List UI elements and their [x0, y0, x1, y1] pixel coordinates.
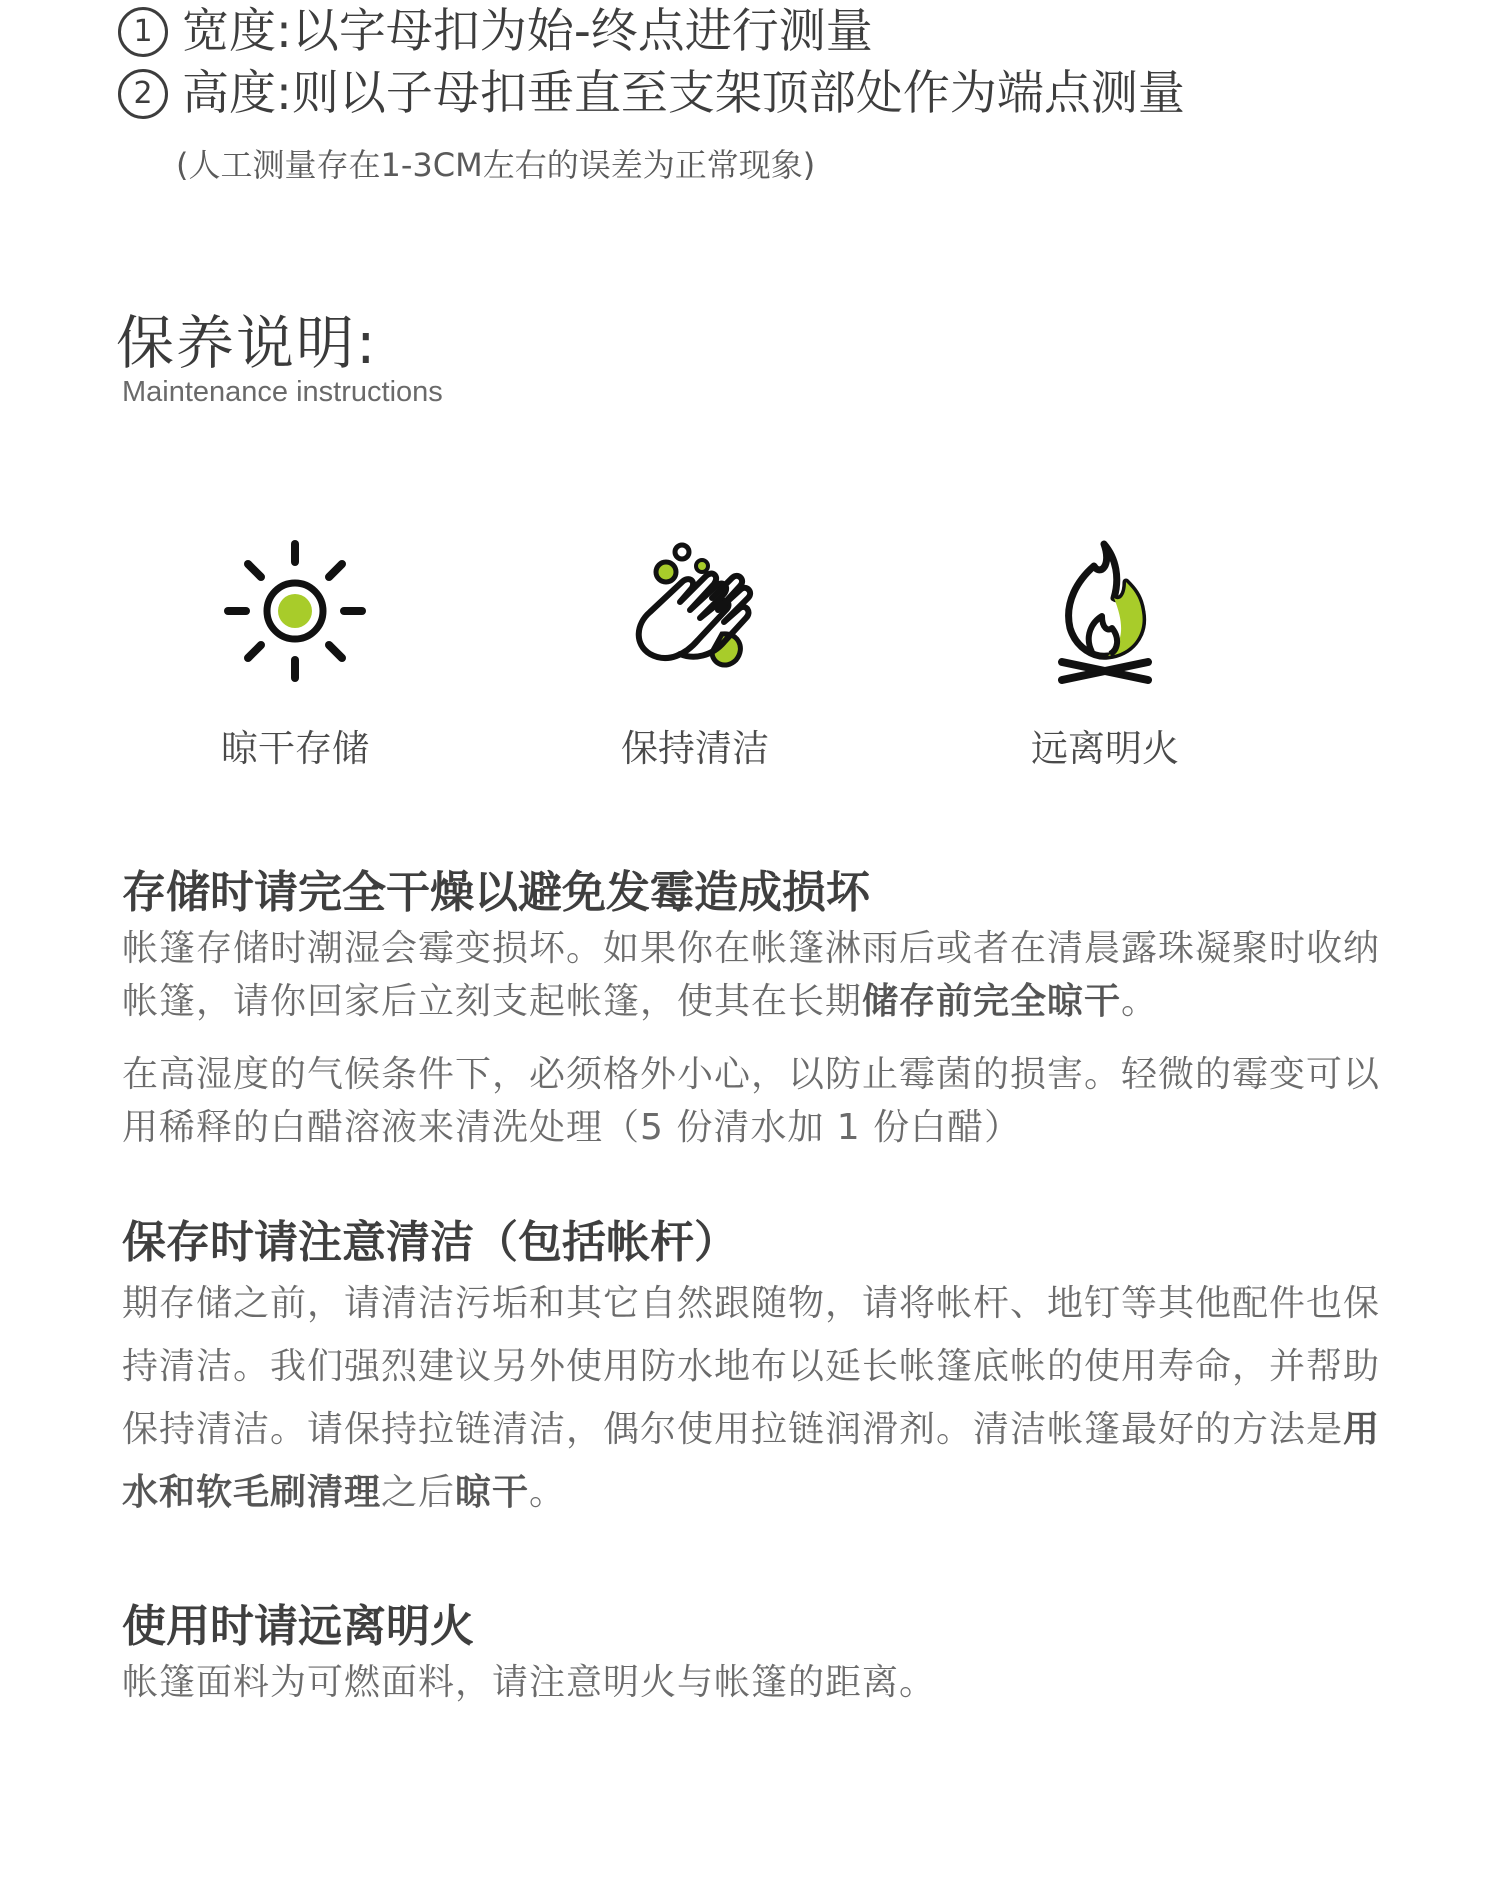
- campfire-icon: [1030, 536, 1180, 686]
- block-title-keep-clean: 保存时请注意清洁（包括帐杆）: [122, 1217, 738, 1268]
- paragraph-text: 。: [529, 1472, 567, 1513]
- circled-number-1: 1: [118, 7, 168, 57]
- block-title-dry-storage: 存储时请完全干燥以避免发霉造成损坏: [122, 867, 870, 918]
- circled-number-2: 2: [118, 69, 168, 119]
- section-subtitle: Maintenance instructions: [122, 376, 443, 408]
- height-note-text: 高度:则以子母扣垂直至支架顶部处作为端点测量: [182, 66, 1185, 121]
- icon-label-keep-clean: 保持清洁: [621, 727, 769, 770]
- measurement-error-note: (人工测量存在1-3CM左右的误差为正常现象): [176, 146, 816, 184]
- paragraph-text: 期存储之前，请清洁污垢和其它自然跟随物，请将帐杆、地钉等其他配件也保持清洁。我们强烈建议另外使用防水地布以延长帐篷底帐的使用寿命，并帮助保持清洁。请保持拉链清洁，偶尔使用拉链润滑剂。清洁帐篷最好的方法是: [122, 1283, 1381, 1450]
- width-note: [118, 2, 873, 62]
- block-paragraph-keep-clean: [122, 1272, 1392, 1524]
- block-paragraph-dry-storage-1: [122, 922, 1392, 1028]
- emphasis-text: 用水和软毛刷清理: [122, 1409, 1381, 1513]
- block-title-away-from-fire: 使用时请远离明火: [122, 1601, 474, 1652]
- washing-hands-icon: [620, 536, 770, 686]
- height-note: [118, 64, 1185, 124]
- emphasis-text: 晾干: [455, 1472, 530, 1513]
- paragraph-text: 。: [1121, 981, 1159, 1022]
- emphasis-text: 储存前完全晾干: [862, 981, 1122, 1022]
- icon-label-away-from-fire: 远离明火: [1031, 727, 1179, 770]
- block-paragraph-dry-storage-2: 在高湿度的气候条件下，必须格外小心，以防止霉菌的损害。轻微的霉变可以用稀释的白醋溶液来清洗处理（5 份清水加 1 份白醋）: [122, 1054, 1381, 1148]
- block-paragraph-away-from-fire: 帐篷面料为可燃面料，请注意明火与帐篷的距离。: [122, 1662, 937, 1703]
- paragraph-text: 之后: [381, 1472, 456, 1513]
- section-title: 保养说明:: [116, 309, 378, 377]
- sun-icon: [220, 536, 370, 686]
- paragraph-text: 帐篷存储时潮湿会霉变损坏。如果你在帐篷淋雨后或者在清晨露珠凝聚时收纳帐篷，请你回家后立刻支起帐篷，使其在长期: [122, 928, 1381, 1022]
- width-note-text: 宽度:以字母扣为始-终点进行测量: [182, 4, 873, 59]
- icon-label-dry-storage: 晾干存储: [221, 727, 369, 770]
